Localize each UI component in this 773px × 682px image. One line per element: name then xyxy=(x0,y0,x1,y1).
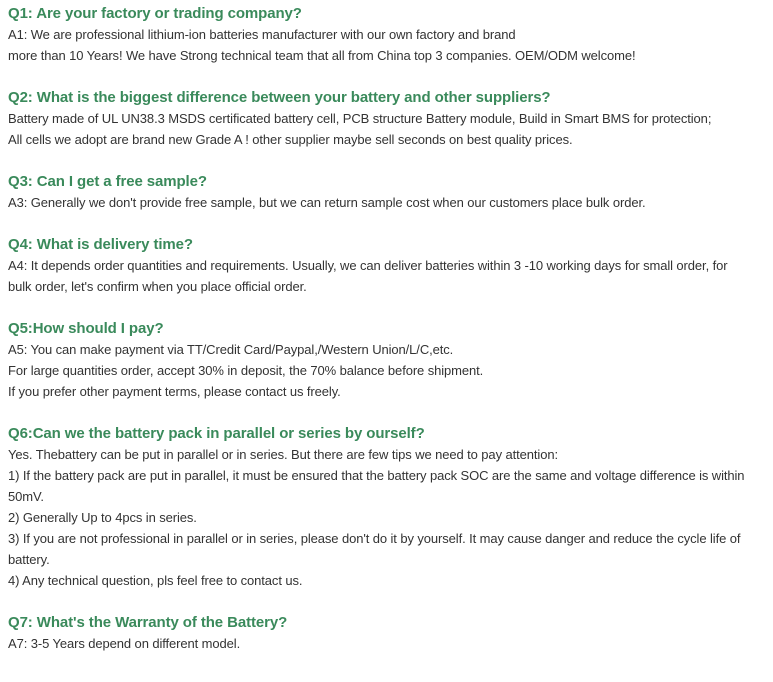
answer-line: 3) If you are not professional in parallel or in series, please don't do it by yourself. It may cause danger and reduce the cycle life of battery. xyxy=(8,531,741,567)
faq-item-q3 xyxy=(8,171,748,213)
answer-line: Yes. Thebattery can be put in parallel or in series. But there are few tips we need to pay attention: xyxy=(8,447,558,462)
question-heading: Q5:How should I pay? xyxy=(8,320,164,337)
answer-line: A1: We are professional lithium-ion batteries manufacturer with our own factory and brand xyxy=(8,27,516,42)
faq-item-q6 xyxy=(8,423,748,591)
answer-line: For large quantities order, accept 30% in deposit, the 70% balance before shipment. xyxy=(8,363,484,378)
answer-line: A4: It depends order quantities and requirements. Usually, we can deliver batteries within 3 -10 working days for small order, for bulk order, let's confirm when you place official order. xyxy=(8,258,728,294)
answer-line: All cells we adopt are brand new Grade A ! other supplier maybe sell seconds on best quality prices. xyxy=(8,132,573,147)
answer-line: 4) Any technical question, pls feel free to contact us. xyxy=(8,573,303,588)
question-heading: Q4: What is delivery time? xyxy=(8,236,193,253)
answer-line: Battery made of UL UN38.3 MSDS certificated battery cell, PCB structure Battery module, Build in Smart BMS for protection; xyxy=(8,111,712,126)
question-heading: Q3: Can I get a free sample? xyxy=(8,173,207,190)
faq-section xyxy=(8,3,748,675)
faq-item-q4 xyxy=(8,234,748,297)
answer-line: more than 10 Years! We have Strong technical team that all from China top 3 companies. OEM/ODM welcome! xyxy=(8,48,636,63)
question-heading: Q1: Are your factory or trading company? xyxy=(8,5,302,22)
faq-item-q2 xyxy=(8,87,748,150)
question-heading: Q6:Can we the battery pack in parallel or series by ourself? xyxy=(8,425,425,442)
faq-item-q5 xyxy=(8,318,748,402)
faq-item-q7 xyxy=(8,612,748,654)
answer-line: A5: You can make payment via TT/Credit Card/Paypal,/Western Union/L/C,etc. xyxy=(8,342,454,357)
answer-line: 1) If the battery pack are put in parallel, it must be ensured that the battery pack SOC are the same and voltage difference is within 50mV. xyxy=(8,468,745,504)
answer-line: If you prefer other payment terms, please contact us freely. xyxy=(8,384,341,399)
answer-line: 2) Generally Up to 4pcs in series. xyxy=(8,510,197,525)
answer-line: A3: Generally we don't provide free sample, but we can return sample cost when our customers place bulk order. xyxy=(8,195,646,210)
question-heading: Q2: What is the biggest difference between your battery and other suppliers? xyxy=(8,89,551,106)
answer-line: A7: 3-5 Years depend on different model. xyxy=(8,636,241,651)
faq-item-q1 xyxy=(8,3,748,66)
question-heading: Q7: What's the Warranty of the Battery? xyxy=(8,614,288,631)
